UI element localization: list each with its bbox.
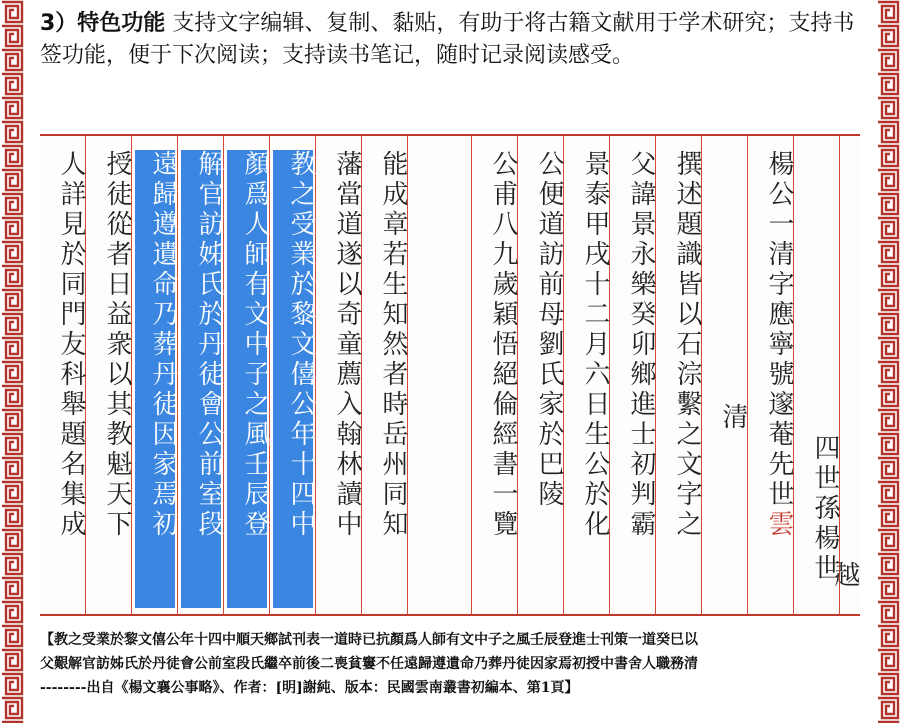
column-text[interactable]: 越 (830, 561, 860, 591)
text-column-highlighted (132, 136, 178, 614)
column-text[interactable]: 人詳見於同門友科舉題名集成 (56, 150, 86, 540)
text-column (86, 136, 132, 614)
text-column-highlighted (224, 136, 270, 614)
citation-source: --------出自《楊文襄公事略》、作者：[明]謝純、版本：民國雲南叢書初編本、第1頁】 (40, 680, 579, 696)
text-column (362, 136, 408, 614)
text-column (610, 136, 656, 614)
text-column-highlighted (270, 136, 316, 614)
column-text[interactable]: 教之受業於黎文僖公年十四中 (286, 150, 316, 540)
text-column (748, 136, 794, 614)
section-title: 3）特色功能 (40, 11, 166, 36)
column-text[interactable]: 授徒從者日益衆以其教魁天下 (102, 150, 132, 540)
text-column (564, 136, 610, 614)
citation-block[interactable] (40, 628, 860, 700)
feature-description (40, 8, 860, 72)
text-column (518, 136, 564, 614)
text-column (316, 136, 362, 614)
column-text[interactable]: 清 (718, 403, 748, 433)
column-text[interactable]: 公便道訪前母劉氏家於巴陵 (534, 150, 564, 510)
text-column (656, 136, 702, 614)
column-text[interactable]: 顏爲人師有文中子之風壬辰登 (240, 150, 270, 540)
column-text[interactable]: 遠歸遵遺命乃葬丹徒因家焉初 (148, 150, 178, 540)
text-column (40, 136, 86, 614)
column-text[interactable]: 公甫八九歲穎悟絕倫經書一覽 (488, 150, 518, 540)
text-column (702, 136, 748, 614)
highlighted-character: 雲 (764, 510, 794, 540)
column-text[interactable]: 撰述題識皆以石淙繫之文字之 (672, 150, 702, 540)
decorative-border-left (0, 0, 24, 723)
column-text[interactable]: 四世孫楊世 (810, 434, 840, 584)
text-column (472, 136, 518, 614)
column-text[interactable]: 能成章若生知然者時岳州同知 (378, 150, 408, 540)
text-column (814, 136, 860, 614)
column-text[interactable]: 楊公一清字應寧號邃菴先世雲 (764, 150, 794, 540)
decorative-border-right (876, 0, 900, 723)
section-body: 支持文字编辑、复制、黏贴，有助于将古籍文献用于学术研究；支持书签功能，便于下次阅读；支持读书笔记，随时记录阅读感受。 (40, 11, 855, 68)
column-text[interactable]: 景泰甲戌十二月六日生公於化 (580, 150, 610, 540)
column-text[interactable]: 解官訪姊氏於丹徒會公前室段 (194, 150, 224, 540)
column-gap (408, 136, 472, 614)
citation-line: 【教之受業於黎文僖公年十四中順天鄉試刊表一道時已抗顏爲人師有文中子之風壬辰登進士刊策一道癸巳以 (40, 632, 698, 648)
column-text[interactable]: 父諱景永樂癸卯鄉進士初判霸 (626, 150, 656, 540)
classical-text-page (40, 134, 860, 616)
text-column-highlighted (178, 136, 224, 614)
column-text[interactable]: 藩當道遂以奇童薦入翰林讀中 (332, 150, 362, 540)
citation-line: 父艱解官訪姊氏於丹徒會公前室段氏繼卒前後二喪貧窶不任遠歸遵遺命乃葬丹徒因家焉初授中書舍人職務清 (40, 656, 698, 672)
